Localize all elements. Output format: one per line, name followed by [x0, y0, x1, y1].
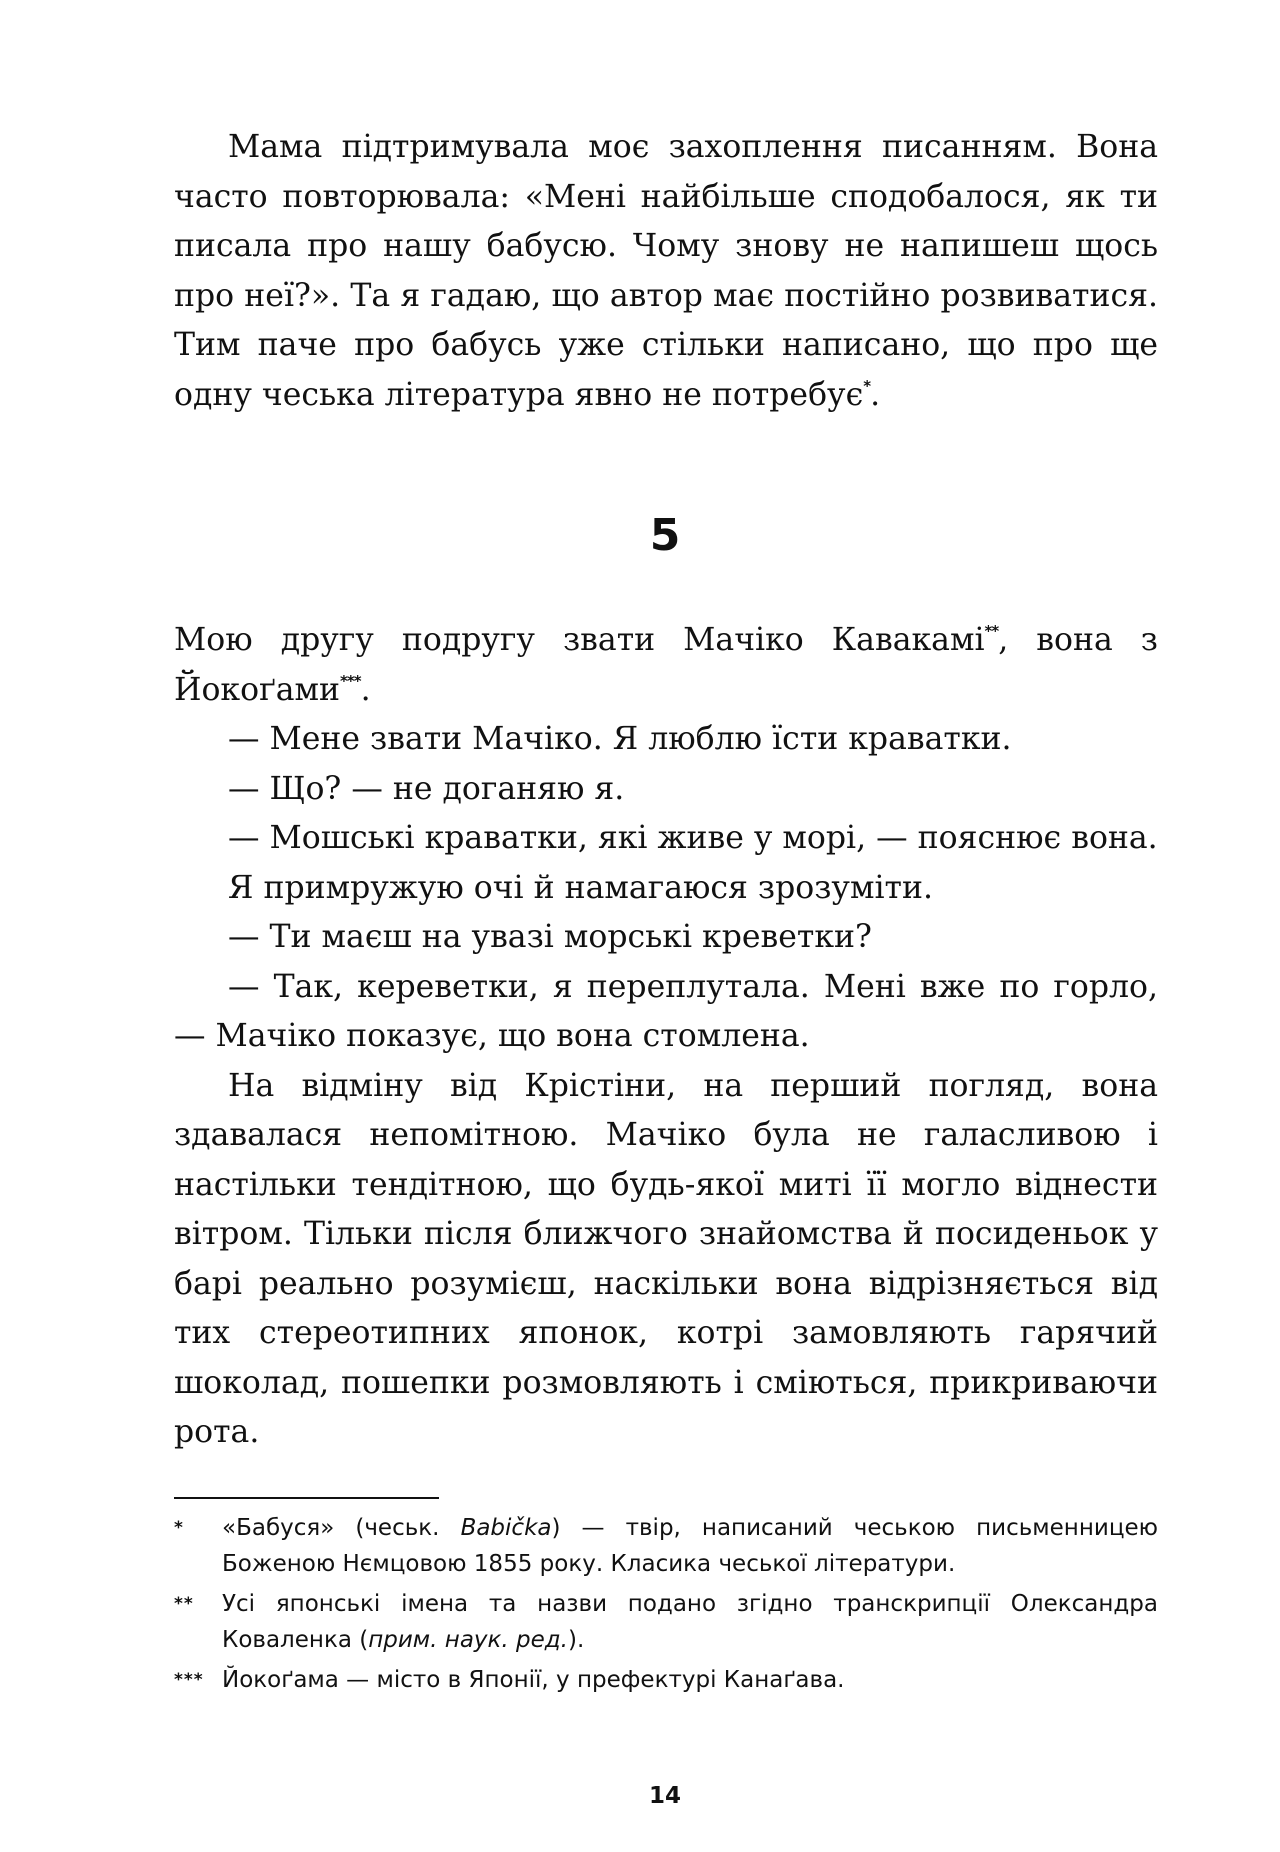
footnote-text: Йокоґама — місто в Японії, у префектурі Канаґава. — [222, 1667, 845, 1693]
footnote-ref: *** — [340, 671, 361, 690]
paragraph-text: Мою другу подругу звати Мачіко Кавакамі — [174, 622, 985, 658]
footnotes — [174, 1510, 1158, 1702]
dialogue-line: — Що? — не доганяю я. — [228, 770, 625, 807]
footnote-ref: * — [863, 376, 871, 395]
page-number: 14 — [648, 1783, 681, 1809]
footnote-ref: ** — [984, 622, 999, 640]
dialogue-line: — Ти маєш на увазі морські креветки? — [228, 919, 872, 955]
text-block-main — [174, 616, 1158, 1458]
footnote-divider — [174, 1497, 439, 1499]
footnote-italic: прим. наук. ред. — [368, 1627, 568, 1653]
footnote-marker: *** — [174, 1670, 204, 1690]
dialogue-line: — Мене звати Мачіко. Я люблю їсти краватки. — [228, 721, 1012, 757]
footnote-marker: * — [174, 1518, 184, 1538]
paragraph — [174, 123, 1158, 420]
paragraph-tail: . — [360, 671, 371, 708]
paragraph — [174, 616, 1158, 715]
paragraph-tail: . — [870, 376, 881, 413]
footnote-italic: Babička — [460, 1515, 552, 1541]
footnote-text: ). — [568, 1627, 585, 1653]
footnote-item — [174, 1586, 1158, 1658]
paragraph-text: , вона з Йокоґами — [174, 622, 1158, 708]
footnote-text: «Бабуся» (чеськ. — [222, 1515, 461, 1541]
chapter-number: 5 — [649, 510, 681, 561]
footnote-text: Усі японські імена та назви подано згідно транскрипції Олександра Коваленка ( — [222, 1591, 1158, 1653]
paragraph: На відміну від Крістіни, на перший погляд, вона здавалася непомітною. Мачіко була не галасливою і настільки тендітною, що будь-якої миті її могло віднести вітром. Тільки після ближчого знайомства й посиденьок у барі реально розумієш, наскільки вона відрізняється від тих стереотипних японок, котрі замовляють гарячий шоколад, пошепки розмовляють і сміються, прикриваючи рота. — [174, 1067, 1158, 1450]
paragraph-text: Мама підтримувала моє захоплення писанням. Вона часто повторювала: «Мені найбільше сподобалося, як ти писала про нашу бабусю. Чому знову не напишеш щось про неї?». Та я гадаю, що автор має постійно розвиватися. Тим паче про бабусь уже стільки написано, що про ще одну чеська література явно не потребує — [174, 129, 1158, 413]
footnote-marker: ** — [174, 1594, 194, 1614]
footnote-text: ) — твір, написаний чеською письменницею Боженою Нємцовою 1855 року. Класика чеської літератури. — [222, 1515, 1158, 1577]
dialogue-line: — Мошські краватки, які живе у морі, — пояснює вона. — [228, 820, 1158, 856]
text-block-top — [174, 123, 1158, 420]
footnote-item — [174, 1662, 1158, 1698]
dialogue-line: — Так, кереветки, я переплутала. Мені вже по горло, — Мачіко показує, що вона стомлена. — [174, 968, 1158, 1054]
footnote-item — [174, 1510, 1158, 1582]
narration-line: Я примружую очі й намагаюся зрозуміти. — [228, 869, 933, 906]
